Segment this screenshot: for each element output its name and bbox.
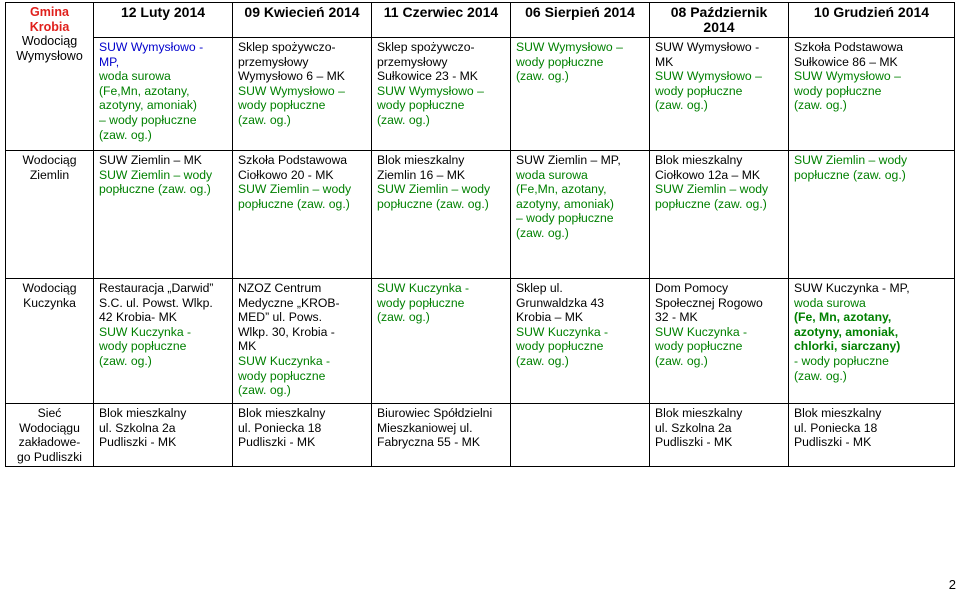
cell-line: MED” ul. Pows. [238,310,322,325]
cell-line: MP, [99,54,120,69]
cell-line: 32 - MK [655,310,698,325]
cell-line: wody popłuczne [238,368,326,383]
cell-line: popłuczne (zaw. og.) [99,182,211,197]
cell-line: ul. Szkolna 2a [99,420,176,435]
cell [94,404,233,467]
cell-line: SUW Kuczynka - [516,324,609,339]
cell-line: Sułkowice 86 – MK [794,54,898,69]
cell-line: Fabryczna 55 - MK [377,435,480,450]
cell-line: SUW Kuczynka - [238,353,331,368]
cell-line: przemysłowy [238,54,309,69]
cell [511,38,650,151]
cell-line: Szkoła Podstawowa [794,40,904,54]
cell-line: (zaw. og.) [377,310,430,325]
cell-line: SUW Kuczynka - [99,324,192,339]
cell-line: (zaw. og.) [238,112,291,127]
row-label-cell [6,151,94,279]
cell-line: ul. Szkolna 2a [655,420,732,435]
cell-line: (Fe,Mn, azotany, [99,83,190,98]
cell-line: (zaw. og.) [516,225,569,240]
cell [650,151,789,279]
cell-line: SUW Wymysłowo – [655,69,762,84]
cell-line: – wody popłuczne [99,112,197,127]
cell-line: SUW Ziemlin – wody [238,182,352,197]
cell-line: (zaw. og.) [794,98,847,113]
cell-line: Ziemlin 16 – MK [377,167,466,182]
cell-line: (zaw. og.) [794,368,847,383]
waterworks-name: Wodociąg Wymysłowo [16,34,83,63]
cell-line: wody popłuczne [794,83,882,98]
cell-line: Blok mieszkalny [99,406,187,420]
page-number: 2 [948,577,956,592]
cell-line: wody popłuczne [238,98,326,113]
cell-line: SUW Ziemlin – MK [99,153,202,167]
cell-line: Ciołkowo 12a – MK [655,167,760,182]
cell-line: Krobia – MK [516,310,584,325]
cell-line: SUW Ziemlin – wody [99,167,213,182]
row-pudliszki [6,404,955,467]
cell-line: wody popłuczne [655,339,743,354]
cell-line: SUW Kuczynka - [377,281,470,295]
cell [650,279,789,404]
cell-line: (Fe, Mn, azotany, [794,310,892,325]
cell-line: Dom Pomocy [655,281,729,295]
cell-line: SUW Wymysłowo – [794,69,901,84]
date-header: 11 Czerwiec 2014 [372,3,511,38]
cell-line: SUW Kuczynka - MP, [794,281,910,295]
cell-line: NZOZ Centrum [238,281,322,295]
cell-line: wody popłuczne [655,83,743,98]
cell-line: Pudliszki - MK [238,435,316,450]
cell-line: (zaw. og.) [377,112,430,127]
cell-line: przemysłowy [377,54,448,69]
cell-line: popłuczne (zaw. og.) [794,167,906,182]
row-ziemlin [6,151,955,279]
cell-line: Społecznej Rogowo [655,295,763,310]
municipality-label: Gmina [30,5,69,19]
cell-line: popłuczne (zaw. og.) [655,196,767,211]
row-label-line: Ziemlin [29,167,70,182]
row-kuczynka [6,279,955,404]
cell-line: Pudliszki - MK [99,435,177,450]
cell-line: ul. Poniecka 18 [238,420,322,435]
cell-line: wody popłuczne [516,54,604,69]
cell-line: Szkoła Podstawowa [238,153,348,167]
cell [789,151,955,279]
cell-line: Pudliszki - MK [655,435,733,450]
cell-line: wody popłuczne [99,339,187,354]
cell [372,38,511,151]
cell-line: SUW Kuczynka - [655,324,748,339]
cell-line: MK [238,339,257,354]
cell-line: azotyny, amoniak, [794,324,899,339]
cell-line: Wymysłowo 6 – MK [238,69,345,84]
cell-line: wody popłuczne [377,98,465,113]
cell-line: Sklep spożywczo- [238,40,336,54]
empty-cell [511,404,650,467]
cell [372,404,511,467]
cell-line: wody popłuczne [516,339,604,354]
cell [233,404,372,467]
row-label-line: zakładowe- [18,435,81,450]
schedule-grid [5,2,955,467]
cell-line: SUW Ziemlin – wody [655,182,769,197]
cell-line: Blok mieszkalny [794,406,882,420]
corner-header-cell [6,3,94,151]
header-dates-row [6,3,955,38]
cell-line: MK [655,54,674,69]
row-wymyslowo [6,38,955,151]
cell-line: woda surowa [516,167,588,182]
row-label-cell [6,279,94,404]
cell [789,38,955,151]
cell [372,151,511,279]
cell-line: Pudliszki - MK [794,435,872,450]
cell [233,151,372,279]
cell-line: SUW Wymysłowo - [655,40,760,54]
cell-line: azotyny, amoniak) [99,98,197,113]
cell [94,279,233,404]
cell-line: Blok mieszkalny [655,153,743,167]
row-label-line: Wodociągu [19,420,80,435]
cell [789,404,955,467]
cell-line: - wody popłuczne [794,353,889,368]
cell-line: Sklep ul. [516,281,563,295]
row-label-line: Kuczynka [23,295,76,310]
cell-line: Medyczne „KROB- [238,295,340,310]
cell-line: (zaw. og.) [238,383,291,398]
cell-line: ul. Poniecka 18 [794,420,878,435]
cell-line: SUW Ziemlin – wody [377,182,491,197]
cell-line: Restauracja „Darwid” [99,281,214,295]
cell-line: Grunwaldzka 43 [516,295,605,310]
cell-line: Wlkp. 30, Krobia - [238,324,335,339]
cell-line: chlorki, siarczany) [794,339,901,354]
cell [650,404,789,467]
cell-line: Sułkowice 23 - MK [377,69,478,84]
row-label-line: Sieć [37,406,62,420]
cell-line: Mieszkaniowej ul. [377,420,473,435]
cell-line: (zaw. og.) [99,127,152,142]
cell-line: Blok mieszkalny [238,406,326,420]
municipality-name: Krobia [29,19,70,34]
cell-line: SUW Ziemlin – MP, [516,153,621,167]
cell [511,279,650,404]
date-header: 12 Luty 2014 [94,3,233,38]
cell-line: (zaw. og.) [516,69,569,84]
row-label-line: Wodociąg [22,281,77,295]
row-label-line: Wodociąg [22,153,77,167]
cell [650,38,789,151]
cell-line: (zaw. og.) [516,353,569,368]
cell-line: Ciołkowo 20 - MK [238,167,334,182]
cell-line: Sklep spożywczo- [377,40,475,54]
cell [789,279,955,404]
cell-line: (zaw. og.) [655,98,708,113]
cell-line: woda surowa [794,295,866,310]
cell-line: S.C. ul. Powst. Wlkp. [99,295,213,310]
date-header: 08 Październik 2014 [650,3,789,38]
cell-line: SUW Ziemlin – wody [794,153,908,167]
cell-line: woda surowa [99,69,171,84]
cell-line: SUW Wymysłowo - [99,40,204,54]
cell-line: popłuczne (zaw. og.) [238,196,350,211]
cell-line: SUW Wymysłowo – [377,83,484,98]
date-header: 09 Kwiecień 2014 [233,3,372,38]
cell-line: Blok mieszkalny [377,153,465,167]
cell [511,151,650,279]
cell-line: Biurowiec Spółdzielni [377,406,493,420]
cell-line: azotyny, amoniak) [516,196,614,211]
row-label-cell [6,404,94,467]
cell-line: SUW Wymysłowo – [238,83,345,98]
cell-line: – wody popłuczne [516,211,614,226]
cell-line: SUW Wymysłowo – [516,40,623,54]
cell-line: (Fe,Mn, azotany, [516,182,607,197]
cell-line: Blok mieszkalny [655,406,743,420]
cell-line: (zaw. og.) [655,353,708,368]
cell [233,38,372,151]
cell [94,38,233,151]
cell [233,279,372,404]
date-header: 10 Grudzień 2014 [789,3,955,38]
row-label-line: go Pudliszki [16,449,83,464]
cell-line: (zaw. og.) [99,353,152,368]
date-header: 06 Sierpień 2014 [511,3,650,38]
cell-line: popłuczne (zaw. og.) [377,196,489,211]
cell [94,151,233,279]
cell-line: 42 Krobia- MK [99,310,177,325]
cell [372,279,511,404]
cell-line: wody popłuczne [377,295,465,310]
